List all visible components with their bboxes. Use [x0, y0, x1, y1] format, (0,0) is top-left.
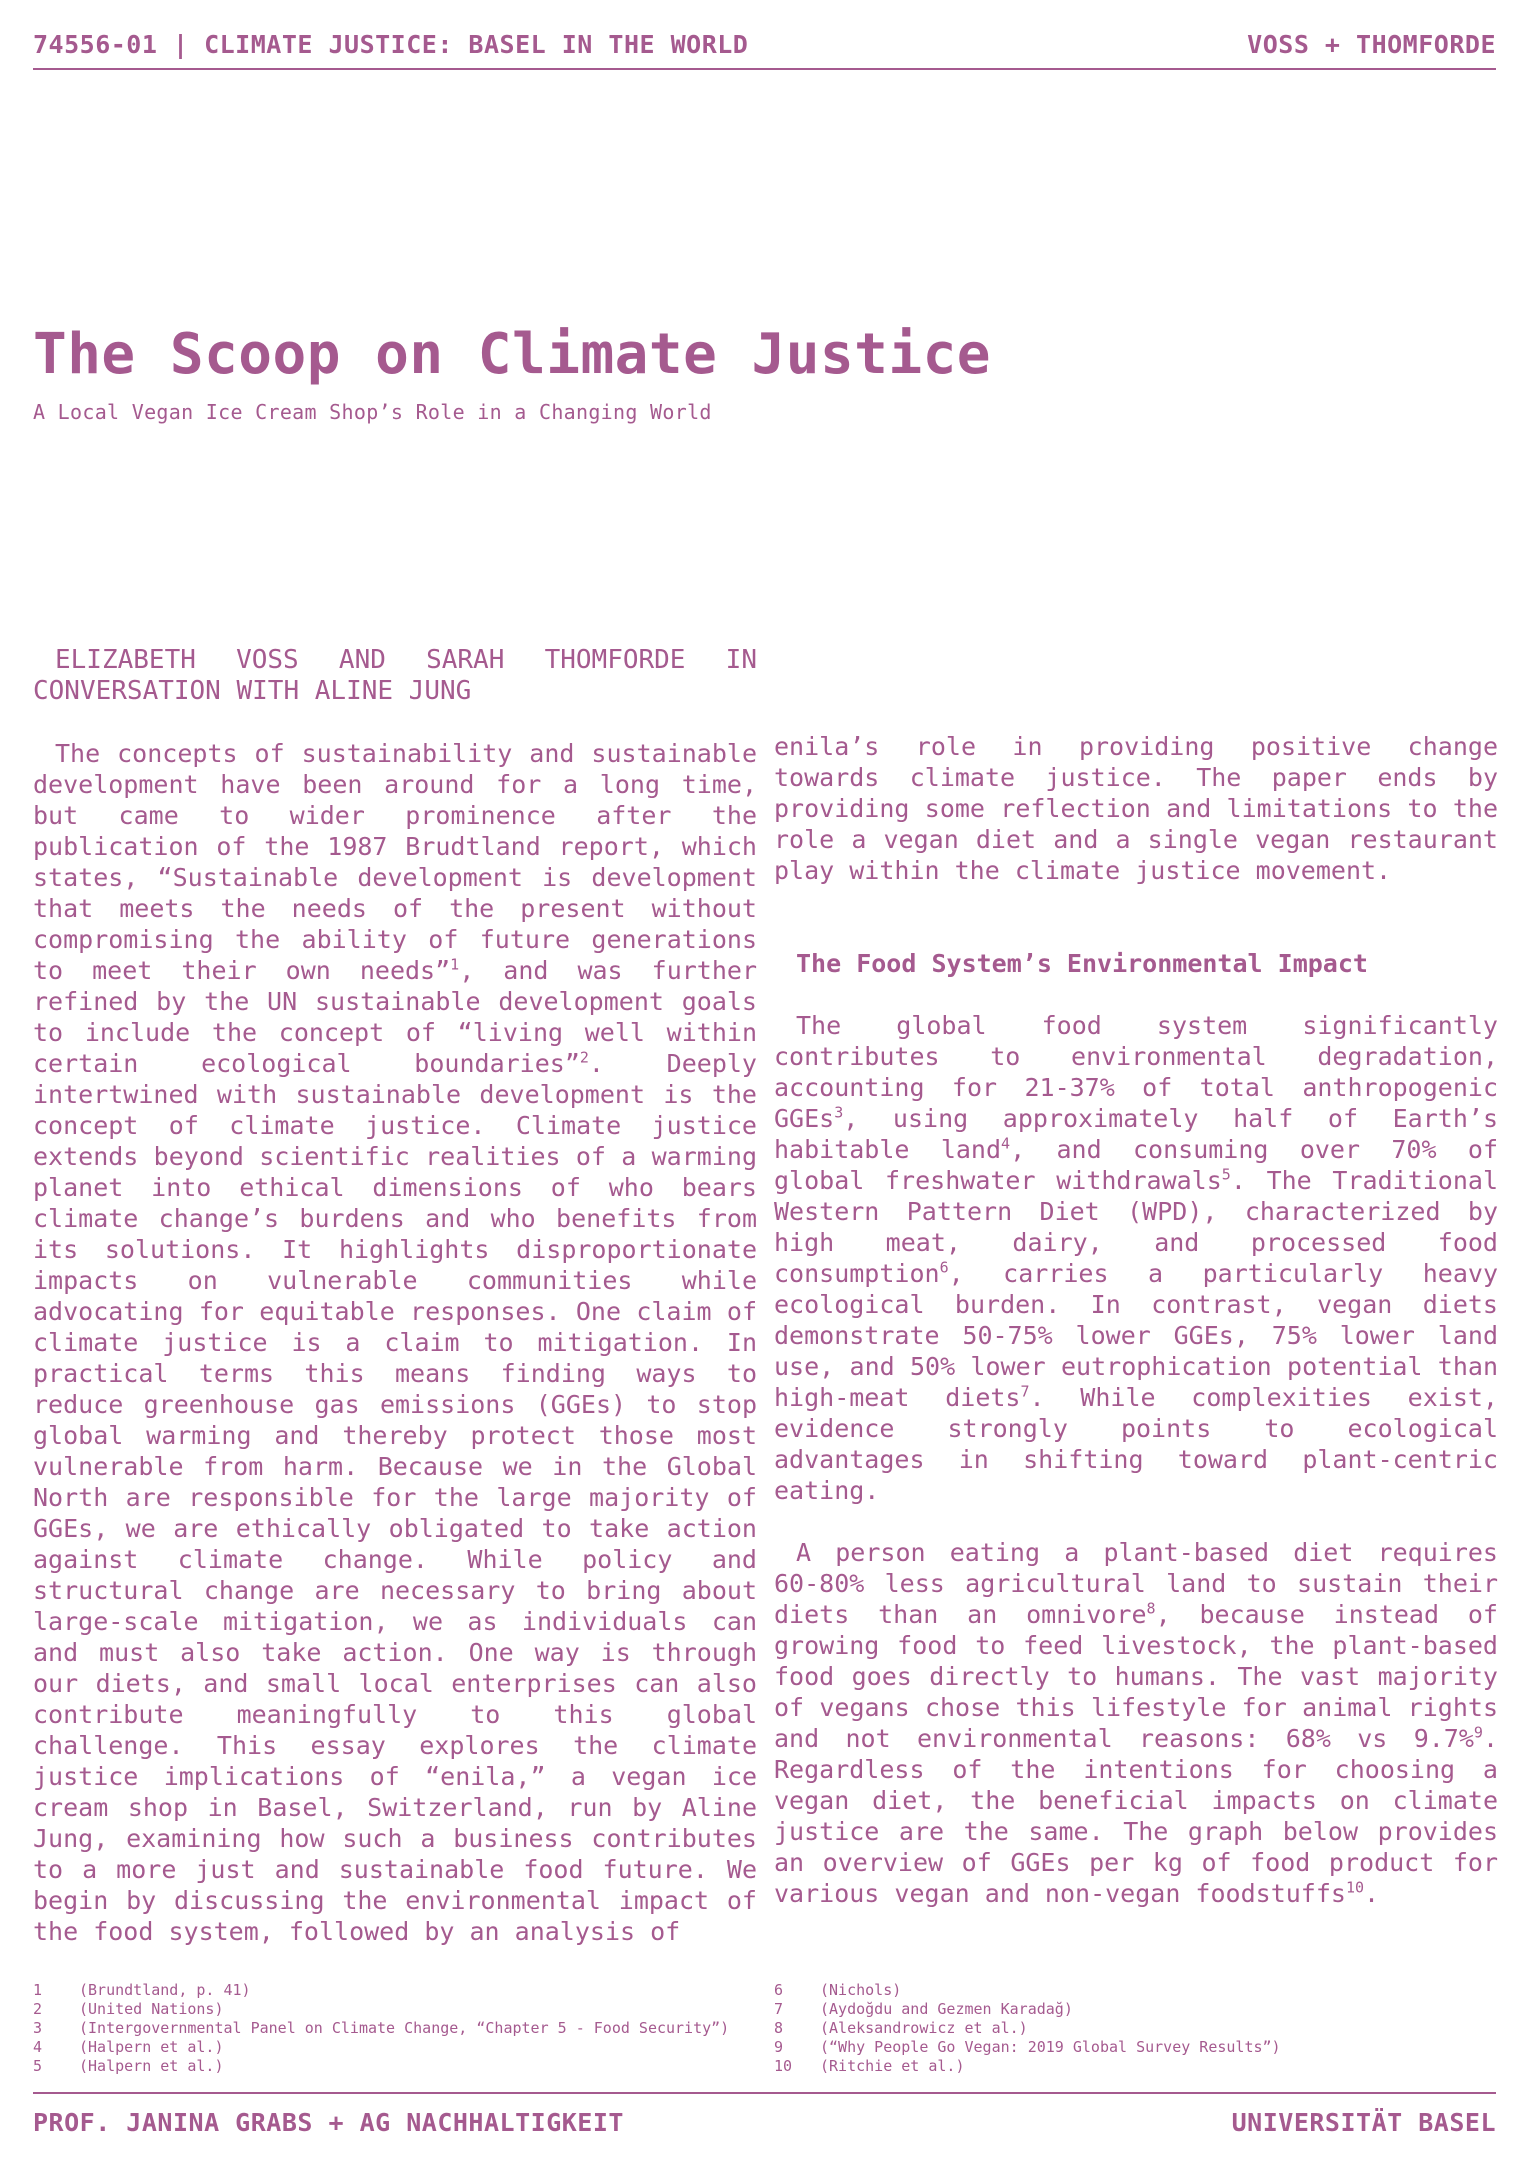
footnote-ref: 5: [1221, 1165, 1231, 1184]
footnote-ref: 1: [450, 955, 460, 974]
author-byline: ELIZABETH VOSS AND SARAH THOMFORDE IN CONVERSATION WITH ALINE JUNG: [33, 645, 757, 706]
footnote-ref: 3: [834, 1103, 844, 1122]
right-column: [774, 731, 1498, 1909]
footer-rule: [33, 2092, 1496, 2094]
footnote: 3 (Intergovernmental Panel on Climate Change, “Chapter 5 - Food Security”): [33, 2019, 730, 2037]
footnote: 4 (Halpern et al.): [33, 2038, 224, 2056]
running-footer: [33, 2108, 1496, 2137]
article-subtitle: A Local Vegan Ice Cream Shop’s Role in a Changing World: [33, 400, 712, 424]
footnote: 8 (Aleksandrowicz et al.): [774, 2019, 1028, 2037]
footnote: 5 (Halpern et al.): [33, 2057, 224, 2075]
header-rule: [33, 68, 1496, 70]
footnote-ref: 2: [579, 1048, 589, 1067]
footer-university: UNIVERSITÄT BASEL: [1231, 2108, 1496, 2137]
header-course-title: 74556-01 | CLIMATE JUSTICE: BASEL IN THE WORLD: [33, 30, 749, 59]
left-column: [33, 738, 757, 1947]
footnote-ref: 9: [1473, 1723, 1483, 1742]
footnote: 9 (“Why People Go Vegan: 2019 Global Survey Results”): [774, 2038, 1281, 2056]
footnote: 2 (United Nations): [33, 2000, 224, 2018]
footnote-ref: 6: [939, 1258, 949, 1277]
footnote: 10 (Ritchie et al.): [774, 2057, 965, 2075]
body-paragraph-intro-continued: enila’s role in providing positive change towards climate justice. The paper ends by providing some reflection and limitations to the role a vegan diet and a single vegan restaurant play within the climate justice movement.: [774, 732, 1498, 885]
footnotes-left: [33, 1981, 757, 2076]
body-paragraph-food-system: The global food system significantly contributes to environmental degradation, accounting for 21-37% of total anthropogenic GGEs$^3$, using approximately half of Earth’s habitable land$^4$, and consuming over 70% of global freshwater withdrawals$^5$. The Traditional Western Pattern Diet (WPD), characterized by high meat, dairy, and processed food consumption$^6$, carries a particularly heavy ecological burden. In contrast, vegan diets demonstrate 50-75% lower GGEs, 75% lower land use, and 50% lower eutrophication potential than high-meat diets$^7$. While complexities exist, evidence strongly points to ecological advantages in shifting toward plant-centric eating.: [774, 1011, 1498, 1505]
header-authors: VOSS + THOMFORDE: [1247, 30, 1496, 59]
footnote-ref: 7: [1020, 1382, 1030, 1401]
footnote-ref: 8: [1146, 1599, 1156, 1618]
running-header: [33, 30, 1496, 59]
footer-professor: PROF. JANINA GRABS + AG NACHHALTIGKEIT: [33, 2108, 624, 2137]
article-title: The Scoop on Climate Justice: [33, 322, 992, 387]
footnotes-right: [774, 1981, 1498, 2076]
body-paragraph-intro: The concepts of sustainability and sustainable development have been around for a long time, but came to wider prominence after the publication of the 1987 Brudtland report, which states, “Sustainable development is development that meets the needs of the present without compromising the ability of future generations to meet their own needs”$^1$, and was further refined by the UN sustainable development goals to include the concept of “living well within certain ecological boundaries”$^2$. Deeply intertwined with sustainable development is the concept of climate justice. Climate justice extends beyond scientific realities of a warming planet into ethical dimensions of who bears climate change’s burdens and who benefits from its solutions. It highlights disproportionate impacts on vulnerable communities while advocating for equitable responses. One claim of climate justice is a claim to mitigation. In practical terms this means finding ways to reduce greenhouse gas emissions (GGEs) to stop global warming and thereby protect those most vulnerable from harm. Because we in the Global North are responsible for the large majority of GGEs, we are ethically obligated to take action against climate change. While policy and structural change are necessary to bring about large-scale mitigation, we as individuals can and must also take action. One way is through our diets, and small local enterprises can also contribute meaningfully to this global challenge. This essay explores the climate justice implications of “enila,” a vegan ice cream shop in Basel, Switzerland, run by Aline Jung, examining how such a business contributes to a more just and sustainable food future. We begin by discussing the environmental impact of the food system, followed by an analysis of: [33, 739, 757, 1946]
footnote: 6 (Nichols): [774, 1981, 902, 1999]
footnote-ref: 10: [1345, 1878, 1365, 1897]
section-heading: The Food System’s Environmental Impact: [796, 949, 1368, 978]
footnote: 1 (Brundtland, p. 41): [33, 1981, 251, 1999]
body-paragraph-plant-based: A person eating a plant-based diet requires 60-80% less agricultural land to sustain their diets than an omnivore$^8$, because instead of growing food to feed livestock, the plant-based food goes directly to humans. The vast majority of vegans chose this lifestyle for animal rights and not environmental reasons: 68% vs 9.7%$^9$. Regardless of the intentions for choosing a vegan diet, the beneficial impacts on climate justice are the same. The graph below provides an overview of GGEs per kg of food product for various vegan and non-vegan foodstuffs$^{10}$.: [774, 1538, 1498, 1908]
footnote-ref: 4: [1001, 1134, 1011, 1153]
footnote: 7 (Aydoğdu and Gezmen Karadağ): [774, 2000, 1073, 2018]
